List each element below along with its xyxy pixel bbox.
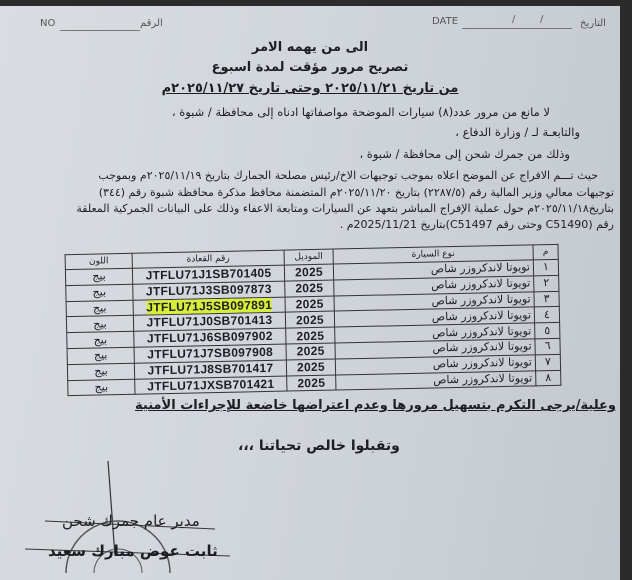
date-label: DATE <box>432 16 459 27</box>
cell-color: بيج <box>66 300 133 317</box>
title-permit: تصريح مرور مؤقت لمدة اسبوع <box>211 60 409 75</box>
request-text: وعلية/يرجى التكرم بتسهيل مرورها وعدم اعتراضها خاضعة للإجراءات الأمنية <box>135 398 616 413</box>
vin-text: JTFLU71JXSB701421 <box>147 376 275 394</box>
title-to-whom: الى من يهمه الامر <box>251 40 369 55</box>
date-line <box>462 28 572 29</box>
cell-type: تويوتا لاندكروزر شاص <box>334 291 534 311</box>
cell-type: تويوتا لاندكروزر شاص <box>334 307 534 327</box>
cell-type: تويوتا لاندكروزر شاص <box>335 339 535 359</box>
vin-text: JTFLU71J6SB097902 <box>146 329 273 346</box>
cell-color: بيج <box>67 331 134 348</box>
cell-type: تويوتا لاندكروزر شاص <box>335 323 535 343</box>
vehicles-table <box>65 244 562 397</box>
cell-color: بيج <box>68 379 135 396</box>
cell-model: 2025 <box>285 280 334 297</box>
cell-model: 2025 <box>285 311 334 328</box>
cell-num: ٨ <box>536 370 561 386</box>
body-line: وذلك من جمرك شحن إلى محافظة / شبوة ، <box>359 147 570 161</box>
cell-color: بيج <box>67 347 134 364</box>
cell-color: بيج <box>65 268 132 285</box>
cell-model: 2025 <box>286 343 335 360</box>
number-label: الرقم <box>140 18 163 29</box>
vin-text: JTFLU71J1SB701405 <box>145 265 272 283</box>
cell-num: ٢ <box>534 275 559 291</box>
cell-model: 2025 <box>285 296 334 313</box>
header-num: م <box>533 244 558 260</box>
closing-text: وتقبلوا خالص تحياتنا ،،، <box>238 438 400 454</box>
cell-model: 2025 <box>287 375 336 392</box>
paragraph-line: بتاريخ٢٠٢٥/١١/١٨م حول عملية الإفراج المباشر بتعهد عن السيارات ومتابعة الاعفاء وذلك على البيانات الجمركية المعلقة <box>76 202 614 215</box>
signatory-name: ثابت عوض مبارك سعيد <box>48 542 218 560</box>
cell-color: بيج <box>67 363 134 380</box>
body-line: لا مانع من مرور عدد(٨) سيارات الموضحة مواصفاتها ادناه إلى محافظة / شبوة ، <box>171 105 550 119</box>
paragraph-line: توجيهات معالي وزير المالية رقم (٢٢٨٧/٥) بتاريخ ٢٠٢٥/١١/٢٠م المتضمنة محافظ مذكرة محافظة شبوة رقم (٣٤٤) <box>98 186 614 199</box>
vin-text: JTFLU71J5SB097891 <box>146 297 273 315</box>
paragraph-line: رقم (C51490 وحتى رقم C51497)بتاريخ 2025/11/21م . <box>339 218 614 231</box>
date-sep: / <box>540 14 544 25</box>
header-color: اللون <box>65 253 132 269</box>
date-sep: / <box>512 14 516 25</box>
cell-num: ٥ <box>535 323 560 339</box>
cell-color: بيج <box>66 316 133 333</box>
vin-text: JTFLU71J0SB701413 <box>146 313 273 330</box>
header-vin: رقم القعادة <box>132 250 284 268</box>
cell-num: ١ <box>533 259 558 275</box>
title-dates: من تاريخ ٢٠٢٥/١١/٢١ وحتى تاريخ ٢٠٢٥/١١/٢٧م <box>161 81 459 96</box>
vin-text: JTFLU71J7SB097908 <box>147 344 274 362</box>
cell-num: ٣ <box>534 291 559 307</box>
cell-model: 2025 <box>284 264 333 281</box>
header-type: نوع السيارة <box>333 245 533 264</box>
cell-model: 2025 <box>286 327 335 344</box>
body-line: والتابعـة لـ / وزارة الدفاع ، <box>455 125 580 139</box>
no-line <box>60 30 140 31</box>
cell-vin <box>135 376 287 395</box>
vin-text: JTFLU71J3SB097873 <box>145 281 272 299</box>
paragraph-line: حيث تـــم الافراج عن الموضح اعلاه بموجب توجيهات الاخ/رئيس مصلحة الجمارك بتاريخ ٢٠٢٥/١١/١٩م وبموجب <box>98 169 598 182</box>
cell-num: ٤ <box>534 307 559 323</box>
cell-num: ٧ <box>535 354 560 370</box>
signatory-title: مدير عام جمرك شحن <box>62 512 200 530</box>
no-label: NO <box>40 18 56 29</box>
date-label-ar: التاريخ <box>580 18 606 29</box>
cell-num: ٦ <box>535 338 560 354</box>
cell-color: بيج <box>66 284 133 301</box>
document-page <box>0 6 620 580</box>
vin-text: JTFLU71J8SB701417 <box>147 360 274 378</box>
cell-type: تويوتا لاندكروزر شاص <box>333 260 533 280</box>
cell-type: تويوتا لاندكروزر شاص <box>336 370 536 390</box>
cell-model: 2025 <box>286 359 335 376</box>
cell-type: تويوتا لاندكروزر شاص <box>335 355 535 375</box>
header-model: الموديل <box>284 249 333 265</box>
cell-type: تويوتا لاندكروزر شاص <box>334 276 534 296</box>
